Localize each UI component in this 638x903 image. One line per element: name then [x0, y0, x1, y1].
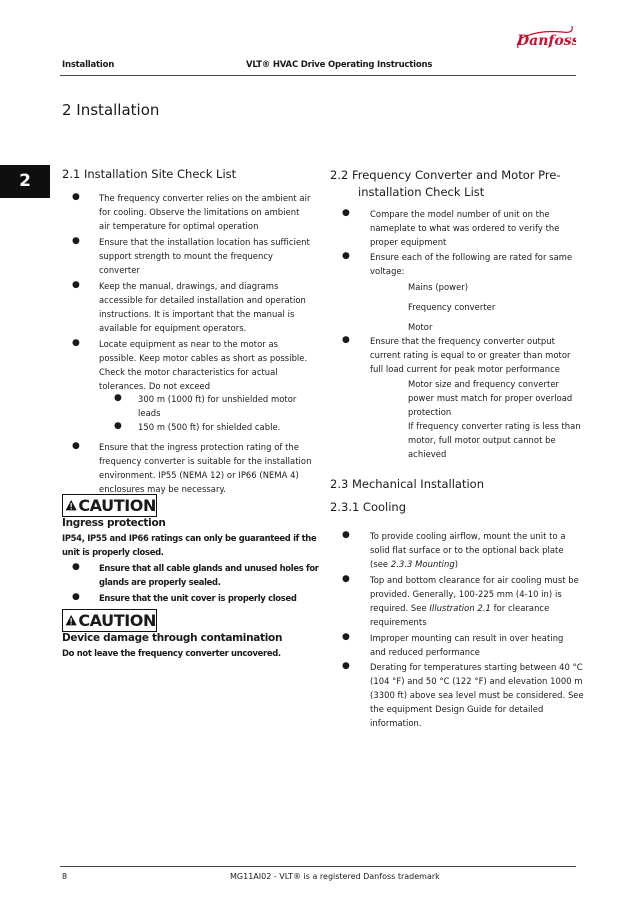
section-heading-2-2: 2.2 Frequency Converter and Motor Pre- installation Check List: [330, 168, 561, 199]
caution-label-2: [62, 609, 157, 632]
warning-triangle-icon: [65, 612, 77, 629]
bullet-dot: ●: [342, 208, 350, 218]
sub-bullet-dot: ●: [114, 421, 122, 431]
caution-1-body: IP54, IP55 and IP66 ratings can only be guaranteed if the unit is properly closed.: [62, 533, 317, 557]
section-heading-2-1: 2.1 Installation Site Check List: [62, 167, 237, 181]
bullet-dot: ●: [342, 335, 350, 345]
bullet-dot: ●: [342, 530, 350, 540]
caution-1-bullet-2: Ensure that the unit cover is properly closed: [99, 593, 297, 603]
pre-install-bullet-1: Compare the model number of unit on the nameplate to what was ordered to verify the proper equipment: [370, 209, 560, 247]
footer-trademark: MG11AI02 - VLT® is a registered Danfoss trademark: [230, 872, 440, 881]
bullet-dot: ●: [72, 280, 80, 290]
bullet-dot: ●: [72, 338, 80, 348]
power-match-note: Motor size and frequency converter power must match for proper overload protection: [408, 379, 573, 417]
danfoss-logo: [514, 18, 576, 54]
illustration-xref-link[interactable]: Illustration 2.1: [429, 603, 491, 613]
chapter-tab: 2: [0, 165, 50, 198]
bullet-dot: ●: [72, 592, 80, 602]
site-check-bullet-3: Keep the manual, drawings, and diagrams accessible for detailed installation and operation instructions. It is important that the manual is available for equipment operators.: [99, 281, 306, 333]
bullet-dot: ●: [342, 574, 350, 584]
rating-note: If frequency converter rating is less than motor, full motor output cannot be achieved: [408, 421, 581, 459]
mounting-xref-link[interactable]: 2.3.3 Mounting: [390, 559, 455, 569]
bullet-dot: ●: [72, 236, 80, 246]
bullet-dot: ●: [342, 661, 350, 671]
running-header-section: Installation: [62, 60, 115, 70]
svg-text:Danfoss: Danfoss: [517, 33, 576, 49]
caution-word: CAUTION: [78, 496, 156, 515]
caution-2-body: Do not leave the frequency converter uncovered.: [62, 648, 281, 658]
section-heading-2-3-1: 2.3.1 Cooling: [330, 500, 406, 514]
bullet-dot: ●: [72, 441, 80, 451]
cooling-bullet-3: Improper mounting can result in over heating and reduced performance: [370, 633, 564, 657]
page-number: 8: [62, 872, 68, 881]
header-rule: [60, 75, 576, 76]
caution-label-1: [62, 494, 157, 517]
site-check-bullet-4: Locate equipment as near to the motor as possible. Keep motor cables as short as possible. Check the motor characteristics for actual tolerances. Do not exceed: [99, 339, 308, 391]
voltage-items: Mains (power) Frequency converter Motor: [408, 282, 496, 332]
cooling-bullet-4: Derating for temperatures starting between 40 °C (104 °F) and 50 °C (122 °F) and elevation 1000 m (3300 ft) above sea level must be considered. See the equipment Design Guide for detailed information.: [370, 662, 584, 728]
sub-bullet-dot: ●: [114, 393, 122, 403]
site-check-bullet-5: Ensure that the ingress protection rating of the frequency converter is suitable for the installation environment. IP55 (NEMA 12) or IP66 (NEMA 4) enclosures may be necessary.: [99, 442, 312, 494]
footer-rule: [60, 866, 576, 867]
cooling-bullet-1: To provide cooling airflow, mount the unit to a solid flat surface or to the optional back plate (see 2.3.3 Mounting): [370, 531, 566, 569]
bullet-dot: ●: [72, 562, 80, 572]
site-check-bullet-2: Ensure that the installation location has sufficient support strength to mount the frequency converter: [99, 237, 310, 275]
caution-1-bullet-1: Ensure that all cable glands and unused holes for glands are properly sealed.: [99, 563, 319, 587]
cooling-bullet-2: Top and bottom clearance for air cooling must be provided. Generally, 100-225 mm (4-10 in) is required. See Illustration 2.1 for clearance requirements: [370, 575, 579, 627]
caution-2-title: Device damage through contamination: [62, 632, 283, 644]
bullet-dot: ●: [342, 632, 350, 642]
bullet-dot: ●: [342, 251, 350, 261]
site-check-bullet-1: The frequency converter relies on the ambient air for cooling. Observe the limitations on ambient air temperature for optimal operation: [99, 193, 311, 231]
bullet-dot: ●: [72, 192, 80, 202]
caution-1-title: Ingress protection: [62, 517, 166, 529]
cable-length-shielded: 150 m (500 ft) for shielded cable.: [138, 422, 281, 432]
running-header-title: VLT® HVAC Drive Operating Instructions: [246, 60, 433, 70]
pre-install-bullet-3: Ensure that the frequency converter output current rating is equal to or greater than motor full load current for peak motor performance: [370, 336, 571, 374]
warning-triangle-icon: [65, 497, 77, 514]
caution-word: CAUTION: [78, 611, 156, 630]
page-title: 2 Installation: [62, 101, 160, 119]
pre-install-bullet-2: Ensure each of the following are rated for same voltage:: [370, 252, 573, 276]
section-heading-2-3: 2.3 Mechanical Installation: [330, 477, 484, 491]
cable-length-unshielded: 300 m (1000 ft) for unshielded motor leads: [138, 394, 297, 418]
